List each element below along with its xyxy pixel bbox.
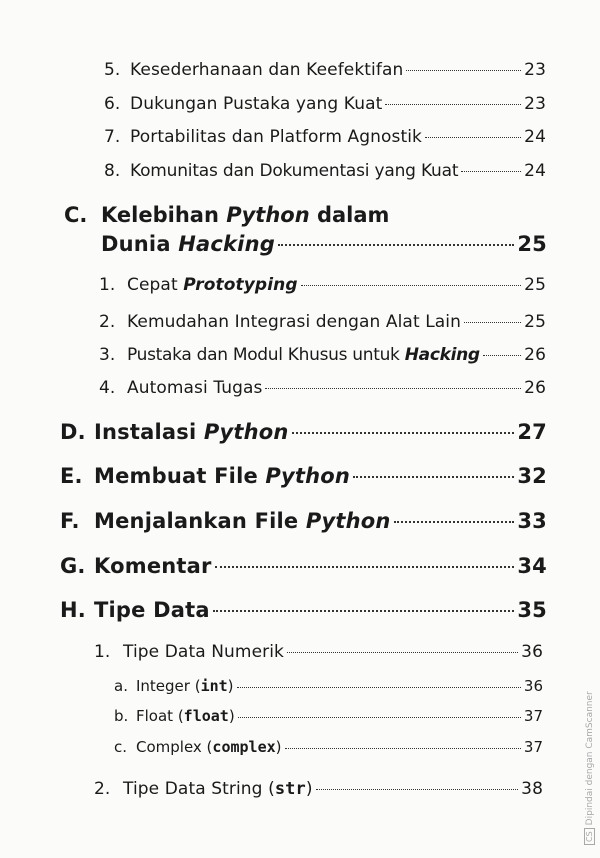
entry-label: Tipe Data Numerik [123, 642, 285, 662]
section-letter: C. [64, 203, 88, 227]
toc-entry [104, 161, 546, 181]
leader-dots [316, 789, 519, 790]
toc-entry [94, 779, 543, 799]
entry-label-text: ) [228, 707, 235, 725]
entry-page: 26 [524, 345, 546, 365]
entry-label-text: ) [275, 738, 282, 756]
leader-dots [238, 717, 521, 718]
leader-dots [385, 104, 521, 105]
section-title-emph: Python [226, 203, 310, 227]
entry-label: Portabilitas dan Platform Agnostik [130, 127, 422, 147]
section-letter: H. [60, 598, 86, 622]
entry-code: float [183, 707, 229, 725]
entry-label-text: Integer ( [136, 677, 201, 695]
entry-number: 3. [99, 345, 116, 365]
toc-entry [101, 232, 547, 256]
entry-label [94, 464, 350, 488]
entry-page: 26 [524, 378, 546, 398]
toc-entry [60, 420, 547, 444]
entry-number: 2. [94, 779, 111, 799]
entry-number: 6. [104, 94, 121, 114]
entry-number: a. [114, 677, 128, 695]
entry-page: 24 [524, 161, 546, 181]
entry-label: Kesederhanaan dan Keefektifan [130, 60, 404, 80]
leader-dots [287, 652, 518, 653]
entry-code: int [200, 677, 228, 695]
leader-dots [461, 171, 521, 172]
watermark-text: Dipindai dengan CamScanner [585, 691, 595, 826]
section-letter: G. [60, 554, 86, 578]
entry-label: Automasi Tugas [127, 378, 263, 398]
entry-label: Dukungan Pustaka yang Kuat [130, 94, 383, 114]
entry-label: Tipe Data [94, 598, 210, 622]
leader-dots [265, 388, 521, 389]
entry-label [127, 275, 298, 295]
toc-entry [99, 275, 546, 295]
entry-page: 24 [524, 127, 546, 147]
section-title: Dunia [101, 232, 179, 256]
leader-dots [292, 432, 515, 434]
entry-number: 5. [104, 60, 121, 80]
leader-dots [237, 687, 521, 688]
entry-page: 27 [517, 420, 547, 444]
leader-dots [394, 521, 515, 523]
toc-entry [60, 554, 547, 578]
entry-number: 2. [99, 312, 116, 332]
entry-page: 23 [524, 60, 546, 80]
toc-entry [94, 642, 543, 662]
entry-label: Komentar [94, 554, 212, 578]
entry-label-text: Complex ( [136, 738, 213, 756]
toc-entry [114, 677, 543, 695]
section-letter: E. [60, 464, 83, 488]
entry-label [94, 509, 391, 533]
toc-entry [60, 598, 547, 622]
toc-entry [99, 378, 546, 398]
entry-number: c. [114, 738, 128, 756]
section-title-emph: Python [203, 420, 289, 444]
leader-dots [301, 285, 522, 286]
entry-label-emph: Hacking [404, 345, 480, 365]
entry-label: Kemudahan Integrasi dengan Alat Lain [127, 312, 462, 332]
entry-label [136, 677, 234, 695]
entry-number: 8. [104, 161, 121, 181]
entry-number: 4. [99, 378, 116, 398]
section-title: Membuat File [94, 464, 266, 488]
entry-label-text: Pustaka dan Modul Khusus untuk [127, 345, 405, 365]
toc-entry [99, 345, 546, 365]
section-title-emph: Hacking [178, 232, 275, 256]
entry-label: Komunitas dan Dokumentasi yang Kuat [130, 161, 459, 181]
entry-page: 34 [517, 554, 547, 578]
toc-entry [104, 94, 546, 114]
toc-entry [60, 464, 547, 488]
section-title: Kelebihan [101, 203, 227, 227]
section-heading-c [64, 203, 389, 227]
entry-number: b. [114, 707, 129, 725]
entry-page: 36 [523, 677, 543, 695]
leader-dots [285, 748, 521, 749]
leader-dots [464, 322, 521, 323]
entry-label [94, 420, 289, 444]
entry-label [136, 738, 282, 756]
toc-entry [114, 738, 543, 756]
leader-dots [406, 70, 521, 71]
entry-page: 32 [517, 464, 547, 488]
entry-label [136, 707, 235, 725]
entry-code: str [274, 779, 306, 799]
leader-dots [215, 566, 515, 568]
leader-dots [483, 355, 521, 356]
section-title: Menjalankan File [94, 509, 306, 533]
leader-dots [213, 610, 515, 612]
entry-label-text: ) [227, 677, 234, 695]
toc-entry [104, 127, 546, 147]
scanner-watermark [584, 691, 595, 845]
leader-dots [278, 244, 514, 246]
section-title-emph: Python [265, 464, 351, 488]
entry-page: 37 [523, 738, 543, 756]
entry-page: 25 [524, 275, 546, 295]
leader-dots [353, 476, 514, 478]
entry-label [101, 232, 275, 256]
entry-number: 7. [104, 127, 121, 147]
section-title: Instalasi [94, 420, 204, 444]
section-letter: D. [60, 420, 86, 444]
toc-entry [60, 509, 547, 533]
entry-label-text: Cepat [127, 275, 184, 295]
entry-label [123, 779, 313, 799]
entry-label-text: Float ( [136, 707, 184, 725]
entry-page: 37 [523, 707, 543, 725]
entry-page: 35 [517, 598, 547, 622]
entry-label-emph: Prototyping [183, 275, 298, 295]
section-title-emph: Python [305, 509, 391, 533]
entry-page: 33 [517, 509, 547, 533]
entry-label-text: Tipe Data String ( [123, 779, 275, 799]
entry-code: complex [212, 738, 276, 756]
entry-label-text: ) [305, 779, 313, 799]
section-title: dalam [309, 203, 390, 227]
entry-number: 1. [94, 642, 111, 662]
entry-page: 38 [521, 779, 543, 799]
leader-dots [425, 137, 521, 138]
section-letter: F. [60, 509, 80, 533]
camscanner-logo-icon: CS [584, 828, 595, 845]
entry-page: 25 [517, 232, 547, 256]
entry-page: 23 [524, 94, 546, 114]
entry-page: 36 [521, 642, 543, 662]
toc-entry [114, 707, 543, 725]
entry-page: 25 [524, 312, 546, 332]
toc-entry [99, 312, 546, 332]
toc-entry [104, 60, 546, 80]
entry-number: 1. [99, 275, 116, 295]
entry-label [127, 345, 480, 365]
